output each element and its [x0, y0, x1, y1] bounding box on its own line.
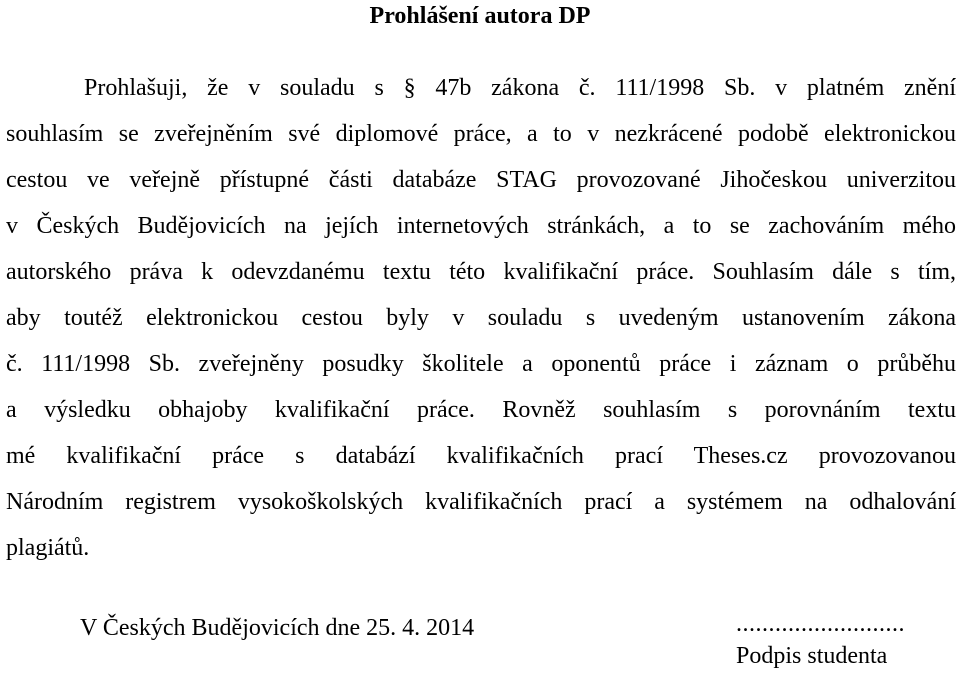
document-title: Prohlášení autora DP [369, 3, 591, 29]
paragraph-line: mé kvalifikační práce s databází kvalifikačních prací Theses.cz provozovanou [6, 443, 956, 469]
paragraph-line: aby toutéž elektronickou cestou byly v souladu s uvedeným ustanovením zákona [6, 305, 956, 331]
signature-label: Podpis studenta [736, 643, 888, 669]
paragraph-line: cestou ve veřejně přístupné části databáze STAG provozované Jihočeskou univerzitou [6, 167, 956, 193]
paragraph-line: autorského práva k odevzdanému textu této kvalifikační práce. Souhlasím dále s tím, [6, 259, 956, 285]
place-and-date: V Českých Budějovicích dne 25. 4. 2014 [80, 615, 475, 641]
paragraph-line: plagiátů. [6, 535, 90, 561]
signature-line: .......................... [736, 614, 905, 634]
paragraph-line: a výsledku obhajoby kvalifikační práce. Rovněž souhlasím s porovnáním textu [6, 397, 956, 423]
signature-block [736, 614, 911, 670]
paragraph-line: č. 111/1998 Sb. zveřejněny posudky školitele a oponentů práce i záznam o průběhu [6, 351, 956, 377]
paragraph-line: Národním registrem vysokoškolských kvalifikačních prací a systémem na odhalování [6, 489, 956, 515]
paragraph-line: souhlasím se zveřejněním své diplomové práce, a to v nezkrácené podobě elektronickou [6, 121, 956, 147]
paragraph-line: v Českých Budějovicích na jejích internetových stránkách, a to se zachováním mého [6, 213, 956, 239]
paragraph-line: Prohlašuji, že v souladu s § 47b zákona č. 111/1998 Sb. v platném znění [84, 75, 956, 101]
